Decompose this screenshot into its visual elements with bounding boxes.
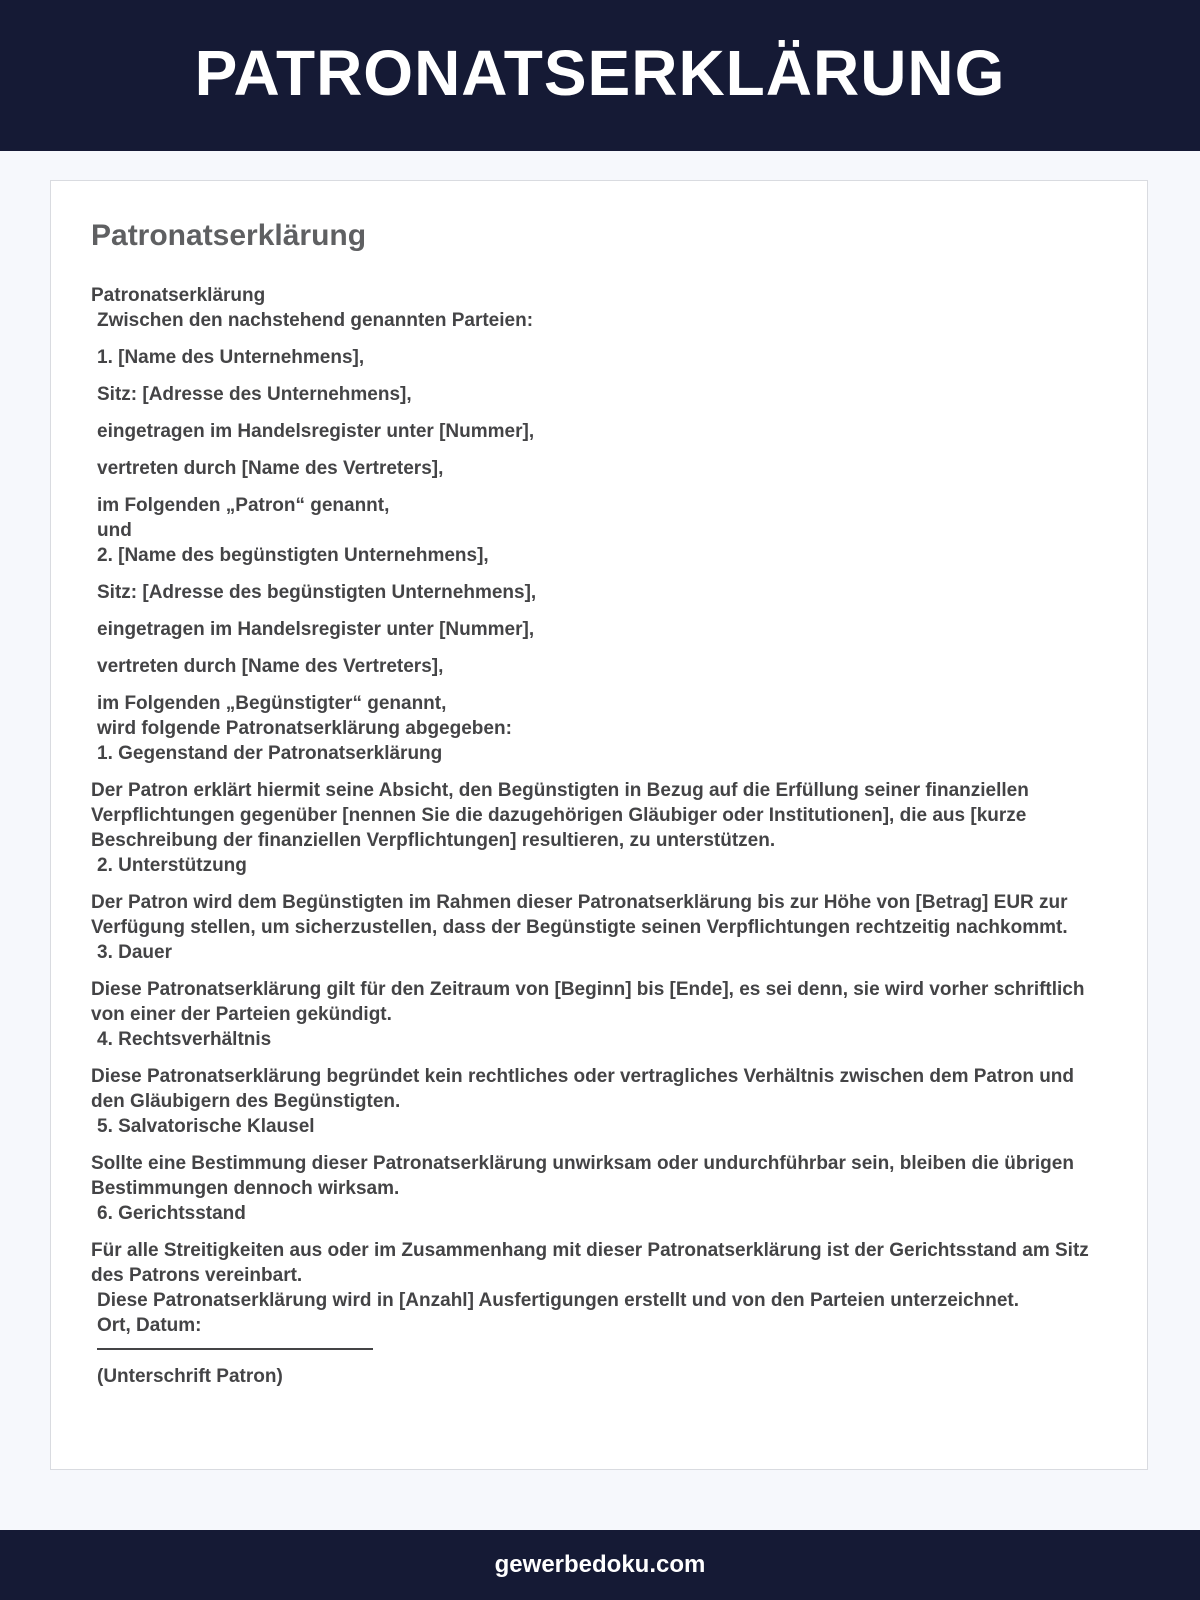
section-1-text: Der Patron erklärt hiermit seine Absicht, den Begünstigten in Bezug auf die Erfüllung seiner finanziellen Verpflichtungen gegenüber [nennen Sie die dazugehörigen Gläubiger oder Institutionen], die aus [kurze Beschreibung der finanziellen Verpflichtungen] resultieren, zu unterstützen. [91,780,1029,851]
section-6-heading: 6. Gerichtsstand [97,1203,246,1224]
parties-and: und [97,520,132,541]
party-1-representative: vertreten durch [Name des Vertreters], [97,458,444,479]
footer-website: gewerbedoku.com [494,1551,706,1578]
section-3-text: Diese Patronatserklärung gilt für den Zeitraum von [Beginn] bis [Ende], es sei denn, sie wird vorher schriftlich von einer der Parteien gekündigt. [91,979,1085,1025]
header-title: PATRONATSERKLÄRUNG [194,36,1006,109]
copies-statement: Diese Patronatserklärung wird in [Anzahl] Ausfertigungen erstellt und von den Parteien unterzeichnet. [97,1290,1020,1311]
section-3-heading: 3. Dauer [97,942,172,963]
party-1-address: Sitz: [Adresse des Unternehmens], [97,384,412,405]
party-2-name: 2. [Name des begünstigten Unternehmens], [97,545,489,566]
page-footer [0,1530,1200,1600]
section-5-heading: 5. Salvatorische Klausel [97,1116,315,1137]
party-2-register: eingetragen im Handelsregister unter [Nummer], [97,619,535,640]
party-1-name: 1. [Name des Unternehmens], [97,347,365,368]
party-1-register: eingetragen im Handelsregister unter [Nummer], [97,421,535,442]
document-title: Patronatserklärung [91,219,367,252]
section-5-text: Sollte eine Bestimmung dieser Patronatserklärung unwirksam oder undurchführbar sein, bleiben die übrigen Bestimmungen dennoch wirksam. [91,1153,1074,1199]
party-2-address: Sitz: [Adresse des begünstigten Unternehmens], [97,582,537,603]
party-2-representative: vertreten durch [Name des Vertreters], [97,656,444,677]
section-4-heading: 4. Rechtsverhältnis [97,1029,272,1050]
declaration-intro: wird folgende Patronatserklärung abgegeben: [97,718,512,739]
section-1-heading: 1. Gegenstand der Patronatserklärung [97,743,443,764]
signature-line [97,1348,373,1350]
section-2-heading: 2. Unterstützung [97,855,247,876]
section-2-text: Der Patron wird dem Begünstigten im Rahmen dieser Patronatserklärung bis zur Höhe von [Betrag] EUR zur Verfügung stellen, um sicherzustellen, dass der Begünstigte seinen Verpflichtungen rechtzeitig nachkommt. [91,892,1068,938]
section-4-text: Diese Patronatserklärung begründet kein rechtliches oder vertragliches Verhältnis zwischen dem Patron und den Gläubigern des Begünstigten. [91,1066,1075,1112]
document-card [50,180,1148,1470]
party-2-designation: im Folgenden „Begünstigter“ genannt, [97,693,447,714]
section-6-text: Für alle Streitigkeiten aus oder im Zusammenhang mit dieser Patronatserklärung ist der Gerichtsstand am Sitz des Patrons vereinbart. [91,1240,1089,1286]
place-date-label: Ort, Datum: [97,1315,202,1336]
page-header [0,0,1200,151]
parties-intro: Zwischen den nachstehend genannten Parteien: [97,310,534,331]
document-heading-line: Patronatserklärung [91,285,266,306]
document-body [91,283,1101,1389]
party-1-designation: im Folgenden „Patron“ genannt, [97,495,390,516]
signature-label: (Unterschrift Patron) [97,1366,283,1387]
